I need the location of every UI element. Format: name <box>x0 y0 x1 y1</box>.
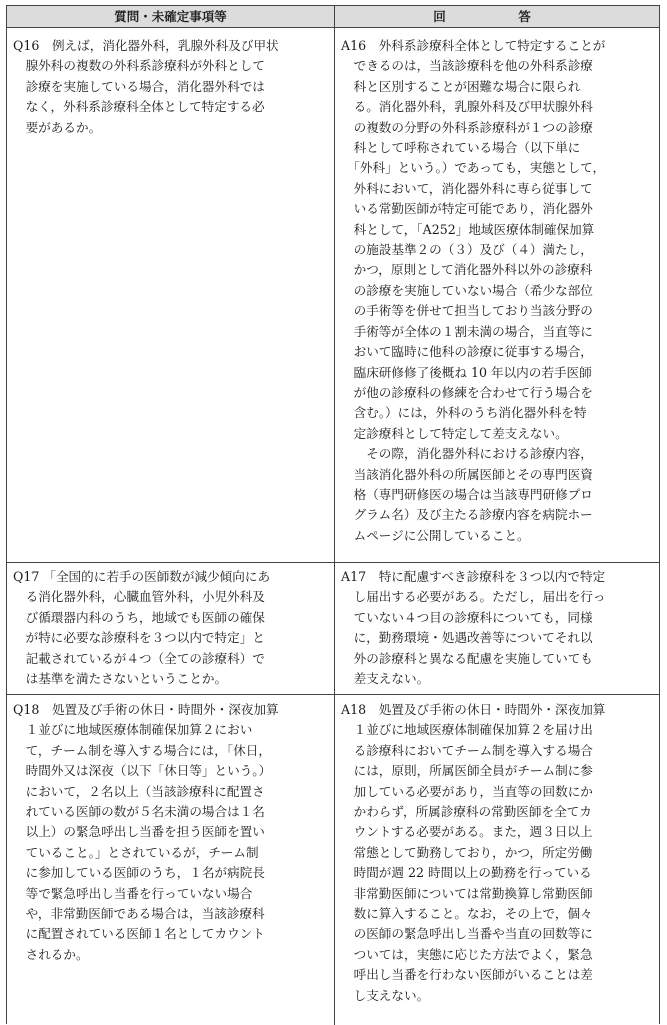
question-q16: Q16 例えば，消化器外科，乳腺外科及び甲状 腺外科の複数の外科系診療科が外科として 診療を実施している場合，消化器外科では なく，外科系診療科全体として特定する必 要があるか。 <box>13 38 279 135</box>
row-divider <box>7 562 659 563</box>
row-divider <box>7 694 659 695</box>
question-q18: Q18 処置及び手術の休日・時間外・深夜加算 １並びに地域医療体制確保加算２におい て，チーム制を導入する場合には，「休日， 時間外又は深夜（以下「休日等」という。） において，２名以上（当該診療科に配置さ れている医師の数が５名未満の場合は１名 以上）の緊急呼出し当番を担う医師を置い ていること。」とされているが，チーム制 に参加している医師のうち，１名が病院長 等で緊急呼出し当番を行っていない場合 や，非常勤医師である場合は，当該診療科 に配置されている医師１名としてカウント されるか。 <box>13 702 279 962</box>
header-question: 質問・未確定事項等 <box>114 9 227 24</box>
column-divider <box>334 6 335 1025</box>
answer-a18: A18 処置及び手術の休日・時間外・深夜加算 １並びに地域医療体制確保加算２を届け出 る診療科においてチーム制を導入する場合 には，原則，所属医師全員がチーム制に参 加している必要があり，当直等の回数にか かわらず，所属診療科の常勤医師を全てカ ウントする必要がある。また，週３日以上 常態として勤務しており，かつ，所定労働 時間が週 22 時間以上の勤務を行っている 非常勤医師については常勤換算し常勤医師 数に算入すること。なお，その上で，個々 の医師の緊急呼出し当番や当直の回数等に ついては，実態に応じた方法でよく，緊急 呼出し当番を行わない医師がいることは差 し支えない。 <box>341 702 606 1003</box>
header-answer: 回 答 <box>433 9 561 24</box>
qa-table <box>6 5 660 1024</box>
table-header <box>7 6 659 28</box>
answer-a17: A17 特に配慮すべき診療科を３つ以内で特定 し届出する必要がある。ただし，届出を行っ ていない４つ目の診療科についても，同様 に，勤務環境・処遇改善等についてそれ以 外の診療科と異なる配慮を実施していても 差支えない。 <box>341 569 606 687</box>
answer-a16: A16 外科系診療科全体として特定することが できるのは，当該診療科を他の外科系診療 科と区別することが困難な場合に限られ る。消化器外科，乳腺外科及び甲状腺外科 の複数の分野の外科系診療科が１つの診療 科として呼称されている場合（以下単に 「外科」という。）であっても，実態として， 外科において，消化器外科に専ら従事して いる常勤医師が特定可能であり，消化器外 科として，「A252」地域医療体制確保加算 の施設基準２の（３）及び（４）満たし， かつ，原則として消化器外科以外の診療科 の診療を実施していない場合（希少な部位 の手術等を併せて担当しており当該分野の 手術等が全体の１割未満の場合，当直等に おいて臨時に他科の診療に従事する場合， 臨床研修修了後概ね 10 年以内の若手医師 が他の診療科の修練を合わせて行う場合を 含む。）には，外科のうち消化器外科を特 定診療科として特定して差支えない。 その際，消化器外科における診療内容， 当該消化器外科の所属医師とその専門医資 格（専門研修医の場合は当該専門研修プロ グラム名）及び主たる診療内容を病院ホー ムページに公開していること。 <box>341 38 606 543</box>
question-q17: Q17 「全国的に若手の医師数が減少傾向にあ る消化器外科，心臓血管外科，小児外科及 び循環器内科のうち，地域でも医師の確保 が特に必要な診療科を３つ以内で特定」と 記載されているが４つ（全ての診療科）で は基準を満たさないということか。 <box>13 569 271 687</box>
